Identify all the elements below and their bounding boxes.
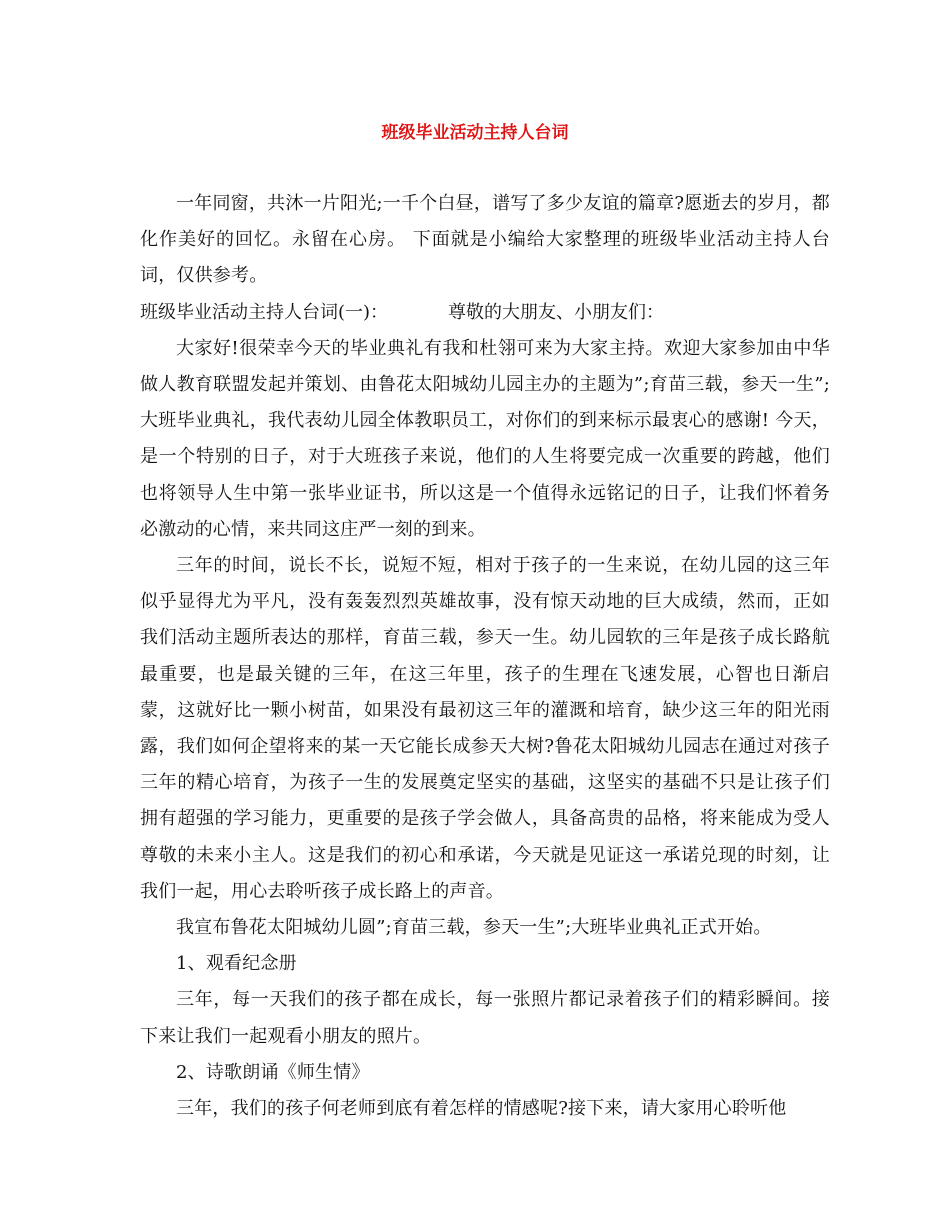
section-heading-line	[140, 295, 830, 331]
greeting: 尊敬的大朋友、小朋友们：	[448, 301, 665, 323]
agenda-item-heading: 2、诗歌朗诵《师生情》	[176, 1061, 370, 1083]
announcement-paragraph: 我宣布鲁花太阳城幼儿圆”;育苗三载，参天一生”;大班毕业典礼正式开始。	[176, 917, 772, 939]
agenda-item-heading: 1、观看纪念册	[176, 953, 297, 975]
body-paragraph: 三年的时间，说长不长，说短不短，相对于孩子的一生来说，在幼儿园的这三年似乎显得尤为平凡，没有轰轰烈烈英雄故事，没有惊天动地的巨大成绩，然而，正如我们活动主题所表达的那样，育苗三载，参天一生。幼儿园软的三年是孩子成长路航最重要，也是最关键的三年，在这三年里，孩子的生理在飞速发展，心智也日渐启蒙，这就好比一颗小树苗，如果没有最初这三年的灌溉和培育，缺少这三年的阳光雨露，我们如何企望将来的某一天它能长成参天大树?鲁花太阳城幼儿园志在通过对孩子三年的精心培育，为孩子一生的发展奠定坚实的基础，这坚实的基础不只是让孩子们拥有超强的学习能力，更重要的是孩子学会做人，具备高贵的品格，将来能成为受人尊敬的未来小主人。这是我们的初心和承诺，今天就是见证这一承诺兑现的时刻，让我们一起，用心去聆听孩子成长路上的声音。	[140, 555, 830, 902]
intro-paragraph: 一年同窗，共沐一片阳光;一千个白昼，谱写了多少友谊的篇章?愿逝去的岁月，都化作美好的回忆。永留在心房。 下面就是小编给大家整理的班级毕业活动主持人台词，仅供参考。	[140, 193, 830, 287]
body-paragraph: 三年，我们的孩子何老师到底有着怎样的情感呢?接下来，请大家用心聆听他	[176, 1098, 787, 1120]
body-paragraph: 大家好!很荣幸今天的毕业典礼有我和杜翎可来为大家主持。欢迎大家参加由中华做人教育联盟发起并策划、由鲁花太阳城幼儿园主办的主题为”;育苗三载，参天一生”;大班毕业典礼，我代表幼儿园全体教职员工，对你们的到来标示最衷心的感谢! 今天，是一个特别的日子，对于大班孩子来说，他们的人生将要完成一次重要的跨越，他们也将领导人生中第一张毕业证书，所以这是一个值得永远铭记的日子，让我们怀着务必激动的心情，来共同这庄严一刻的到来。	[140, 337, 830, 540]
body-paragraph: 三年，每一天我们的孩子都在成长，每一张照片都记录着孩子们的精彩瞬间。接下来让我们一起观看小朋友的照片。	[140, 989, 830, 1047]
section-heading: 班级毕业活动主持人台词(一)：	[140, 301, 389, 323]
document-body	[140, 186, 830, 1127]
document-title: 班级毕业活动主持人台词	[381, 123, 569, 143]
